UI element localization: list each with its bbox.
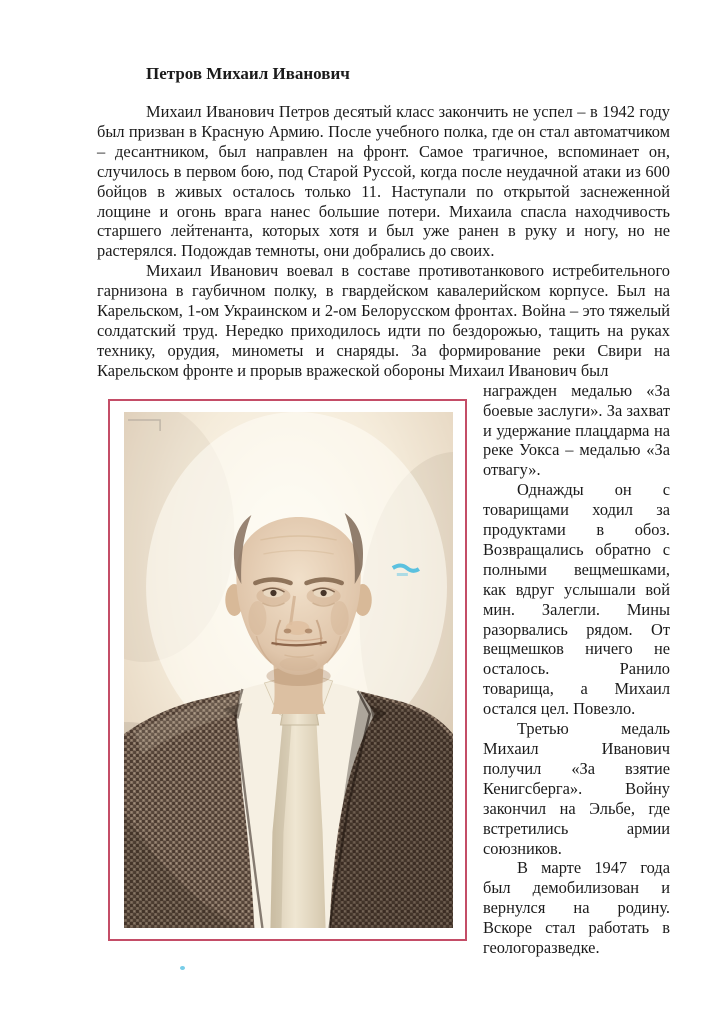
paragraph-5: В марте 1947 года был демобилизован и вернулся на родину. Вскоре стал работать в геологоразведке. (483, 858, 670, 958)
photo-frame (108, 399, 467, 941)
paragraph-4: Третью медаль Михаил Иванович получил «За взятие Кенигсберга». Войну закончил на Эльбе, где встретились армии союзников. (483, 719, 670, 858)
paragraph-3: Однажды он с товарищами ходил за продуктами в обоз. Возвращались обратно с полными вещмешками, как вдруг услышали вой мин. Залегли. Мины разорвались рядом. От вещмешков ничего не осталось. Ранило товарища, а Михаил остался цел. Повезло. (483, 480, 670, 719)
paragraph-1: Михаил Иванович Петров десятый класс закончить не успел – в 1942 году был призван в Красную Армию. После учебного полка, где он стал автоматчиком – десантником, был направлен на фронт. Самое трагичное, вспоминает он, случилось в первом бою, под Старой Руссой, когда после неудачной атаки из 600 бойцов в живых осталось только 11. Наступали по открытой заснеженной лощине и огонь врага нанес большие потери. Михаила спасла находчивость старшего лейтенанта, которых хотя и был уже ранен в руку и ногу, но не растерялся. Подождав темноты, они добрались до своих. (97, 102, 670, 261)
paragraph-2-beside-photo: награжден медалью «За боевые заслуги». За захват и удержание плацдарма на реке Уокса – медалью «За отвагу». (483, 380, 670, 480)
document-content (97, 64, 670, 971)
paragraph-2-before-photo: Михаил Иванович воевал в составе противотанкового истребительного гарнизона в гаубичном полку, в гвардейском кавалерийском корпусе. Был на Карельском, 1-ом Украинском и 2-ом Белорусском фронтах. Война – это тяжелый солдатский труд. Нередко приходилось идти по бездорожью, тащить на руках технику, орудия, минометы и снаряды. За формирование реки Свири на Карельском фронте и прорыв вражеской обороны Михаил Иванович был (97, 261, 670, 380)
portrait-photo (124, 412, 453, 928)
document-title: Петров Михаил Иванович (146, 64, 350, 83)
ink-dot (180, 966, 185, 970)
